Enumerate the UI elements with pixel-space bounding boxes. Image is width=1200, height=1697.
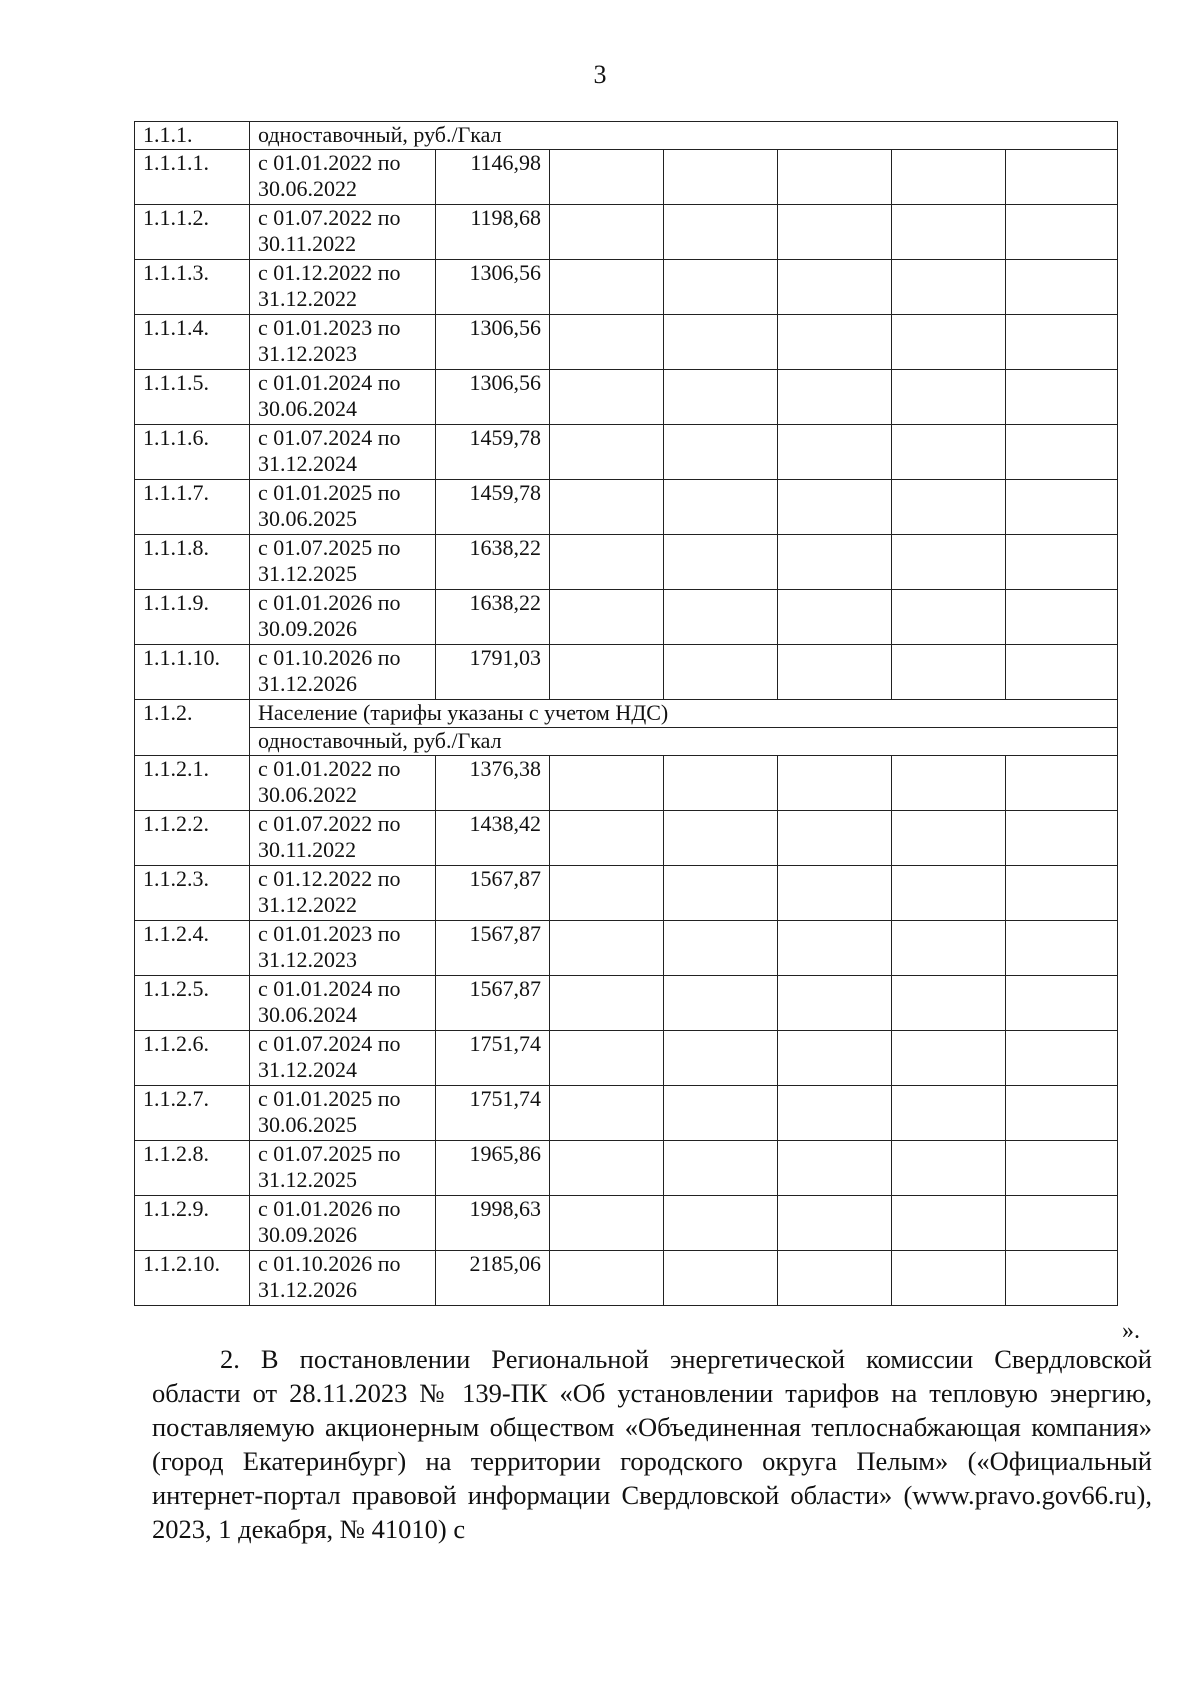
empty-cell	[778, 1031, 892, 1086]
period-cell: с 01.07.2022 по 30.11.2022	[250, 205, 436, 260]
table-row	[135, 811, 1118, 866]
period-cell: с 01.07.2024 по 31.12.2024	[250, 1031, 436, 1086]
section-title-cell: Население (тарифы указаны с учетом НДС)	[250, 700, 1118, 728]
empty-cell	[892, 535, 1006, 590]
empty-cell	[664, 811, 778, 866]
tariff-value-cell: 1306,56	[436, 370, 550, 425]
empty-cell	[892, 150, 1006, 205]
empty-cell	[550, 425, 664, 480]
empty-cell	[1006, 756, 1118, 811]
empty-cell	[664, 205, 778, 260]
empty-cell	[1006, 1251, 1118, 1306]
empty-cell	[892, 370, 1006, 425]
empty-cell	[778, 590, 892, 645]
empty-cell	[892, 921, 1006, 976]
period-cell: с 01.10.2026 по 31.12.2026	[250, 1251, 436, 1306]
table-row	[135, 425, 1118, 480]
empty-cell	[664, 1086, 778, 1141]
row-number-cell: 1.1.2.1.	[135, 756, 250, 811]
table-row	[135, 535, 1118, 590]
empty-cell	[550, 260, 664, 315]
section-header-row	[135, 122, 1118, 150]
row-number-cell: 1.1.1.3.	[135, 260, 250, 315]
empty-cell	[778, 535, 892, 590]
period-cell: с 01.01.2026 по 30.09.2026	[250, 1196, 436, 1251]
empty-cell	[664, 480, 778, 535]
empty-cell	[1006, 1196, 1118, 1251]
row-number-cell: 1.1.2.5.	[135, 976, 250, 1031]
empty-cell	[664, 866, 778, 921]
empty-cell	[778, 1251, 892, 1306]
period-cell: с 01.07.2025 по 31.12.2025	[250, 535, 436, 590]
empty-cell	[778, 1141, 892, 1196]
body-paragraph	[152, 1342, 1152, 1546]
empty-cell	[664, 425, 778, 480]
empty-cell	[892, 756, 1006, 811]
empty-cell	[892, 260, 1006, 315]
empty-cell	[550, 921, 664, 976]
empty-cell	[1006, 976, 1118, 1031]
empty-cell	[550, 535, 664, 590]
empty-cell	[1006, 315, 1118, 370]
empty-cell	[664, 976, 778, 1031]
table-row	[135, 150, 1118, 205]
period-cell: с 01.01.2024 по 30.06.2024	[250, 976, 436, 1031]
period-cell: с 01.10.2026 по 31.12.2026	[250, 645, 436, 700]
empty-cell	[664, 1251, 778, 1306]
period-cell: с 01.12.2022 по 31.12.2022	[250, 260, 436, 315]
empty-cell	[892, 315, 1006, 370]
empty-cell	[550, 976, 664, 1031]
empty-cell	[1006, 480, 1118, 535]
empty-cell	[778, 866, 892, 921]
tariff-value-cell: 1791,03	[436, 645, 550, 700]
empty-cell	[664, 756, 778, 811]
empty-cell	[778, 921, 892, 976]
empty-cell	[892, 1086, 1006, 1141]
tariff-value-cell: 1638,22	[436, 535, 550, 590]
empty-cell	[1006, 645, 1118, 700]
empty-cell	[1006, 921, 1118, 976]
tariff-value-cell: 1751,74	[436, 1031, 550, 1086]
tariff-value-cell: 1306,56	[436, 260, 550, 315]
empty-cell	[778, 480, 892, 535]
empty-cell	[550, 756, 664, 811]
row-number-cell: 1.1.1.5.	[135, 370, 250, 425]
section-subtitle-cell: одноставочный, руб./Гкал	[250, 728, 1118, 756]
period-cell: с 01.01.2026 по 30.09.2026	[250, 590, 436, 645]
empty-cell	[892, 1031, 1006, 1086]
tariff-value-cell: 1438,42	[436, 811, 550, 866]
row-number-cell: 1.1.1.7.	[135, 480, 250, 535]
empty-cell	[1006, 260, 1118, 315]
empty-cell	[550, 645, 664, 700]
row-number-cell: 1.1.2.7.	[135, 1086, 250, 1141]
empty-cell	[892, 1251, 1006, 1306]
period-cell: с 01.01.2023 по 31.12.2023	[250, 921, 436, 976]
empty-cell	[1006, 535, 1118, 590]
tariff-value-cell: 1965,86	[436, 1141, 550, 1196]
row-number-cell: 1.1.2.6.	[135, 1031, 250, 1086]
empty-cell	[892, 811, 1006, 866]
empty-cell	[664, 921, 778, 976]
row-number-cell: 1.1.1.9.	[135, 590, 250, 645]
empty-cell	[664, 590, 778, 645]
empty-cell	[778, 315, 892, 370]
empty-cell	[1006, 811, 1118, 866]
period-cell: с 01.07.2022 по 30.11.2022	[250, 811, 436, 866]
row-number-cell: 1.1.2.3.	[135, 866, 250, 921]
empty-cell	[664, 1031, 778, 1086]
table-row	[135, 1251, 1118, 1306]
empty-cell	[550, 480, 664, 535]
empty-cell	[664, 1141, 778, 1196]
table-row	[135, 645, 1118, 700]
empty-cell	[892, 425, 1006, 480]
page-number: 3	[593, 60, 607, 89]
tariff-value-cell: 1998,63	[436, 1196, 550, 1251]
empty-cell	[892, 480, 1006, 535]
table-row	[135, 976, 1118, 1031]
table-row	[135, 1141, 1118, 1196]
empty-cell	[778, 205, 892, 260]
empty-cell	[550, 1196, 664, 1251]
table-row	[135, 756, 1118, 811]
period-cell: с 01.01.2025 по 30.06.2025	[250, 1086, 436, 1141]
period-cell: с 01.01.2022 по 30.06.2022	[250, 150, 436, 205]
row-number-cell: 1.1.2.4.	[135, 921, 250, 976]
tariff-value-cell: 1459,78	[436, 480, 550, 535]
empty-cell	[664, 315, 778, 370]
row-number-cell: 1.1.1.2.	[135, 205, 250, 260]
empty-cell	[778, 645, 892, 700]
empty-cell	[892, 1141, 1006, 1196]
table-row	[135, 1086, 1118, 1141]
tariff-value-cell: 1638,22	[436, 590, 550, 645]
empty-cell	[550, 1141, 664, 1196]
tariff-value-cell: 1567,87	[436, 976, 550, 1031]
empty-cell	[892, 976, 1006, 1031]
row-number-cell: 1.1.1.10.	[135, 645, 250, 700]
row-number-cell: 1.1.1.4.	[135, 315, 250, 370]
row-number-cell: 1.1.2.8.	[135, 1141, 250, 1196]
table-row	[135, 315, 1118, 370]
period-cell: с 01.07.2024 по 31.12.2024	[250, 425, 436, 480]
section-number-cell: 1.1.1.	[135, 122, 250, 150]
closing-quote-mark: ».	[1122, 1318, 1140, 1344]
empty-cell	[664, 645, 778, 700]
empty-cell	[664, 535, 778, 590]
section-header-row	[135, 700, 1118, 728]
table-row	[135, 1031, 1118, 1086]
period-cell: с 01.01.2022 по 30.06.2022	[250, 756, 436, 811]
empty-cell	[1006, 590, 1118, 645]
period-cell: с 01.01.2024 по 30.06.2024	[250, 370, 436, 425]
empty-cell	[664, 260, 778, 315]
table-row	[135, 590, 1118, 645]
empty-cell	[664, 370, 778, 425]
empty-cell	[1006, 1141, 1118, 1196]
tariff-value-cell: 1751,74	[436, 1086, 550, 1141]
row-number-cell: 1.1.1.8.	[135, 535, 250, 590]
empty-cell	[778, 976, 892, 1031]
table-row	[135, 260, 1118, 315]
table-row	[135, 480, 1118, 535]
empty-cell	[778, 260, 892, 315]
empty-cell	[664, 1196, 778, 1251]
empty-cell	[550, 150, 664, 205]
section-title-cell: одноставочный, руб./Гкал	[250, 122, 1118, 150]
empty-cell	[550, 590, 664, 645]
table-row	[135, 205, 1118, 260]
row-number-cell: 1.1.1.1.	[135, 150, 250, 205]
empty-cell	[892, 1196, 1006, 1251]
period-cell: с 01.01.2023 по 31.12.2023	[250, 315, 436, 370]
tariff-table	[134, 121, 1118, 1306]
tariff-value-cell: 1376,38	[436, 756, 550, 811]
empty-cell	[778, 370, 892, 425]
section-number-cell: 1.1.2.	[135, 700, 250, 756]
empty-cell	[1006, 370, 1118, 425]
row-number-cell: 1.1.2.2.	[135, 811, 250, 866]
tariff-value-cell: 1567,87	[436, 921, 550, 976]
empty-cell	[550, 1251, 664, 1306]
period-cell: с 01.12.2022 по 31.12.2022	[250, 866, 436, 921]
period-cell: с 01.01.2025 по 30.06.2025	[250, 480, 436, 535]
empty-cell	[1006, 425, 1118, 480]
empty-cell	[550, 1031, 664, 1086]
tariff-value-cell: 1567,87	[436, 866, 550, 921]
empty-cell	[1006, 1031, 1118, 1086]
empty-cell	[550, 205, 664, 260]
empty-cell	[1006, 150, 1118, 205]
table-row	[135, 370, 1118, 425]
tariff-value-cell: 1146,98	[436, 150, 550, 205]
empty-cell	[664, 150, 778, 205]
empty-cell	[778, 756, 892, 811]
table-row	[135, 1196, 1118, 1251]
empty-cell	[550, 866, 664, 921]
empty-cell	[1006, 1086, 1118, 1141]
empty-cell	[550, 1086, 664, 1141]
row-number-cell: 1.1.2.10.	[135, 1251, 250, 1306]
tariff-value-cell: 1198,68	[436, 205, 550, 260]
empty-cell	[550, 811, 664, 866]
row-number-cell: 1.1.1.6.	[135, 425, 250, 480]
tariff-value-cell: 1459,78	[436, 425, 550, 480]
empty-cell	[550, 315, 664, 370]
empty-cell	[778, 1086, 892, 1141]
section-subtitle-row	[135, 728, 1118, 756]
empty-cell	[1006, 866, 1118, 921]
table-row	[135, 866, 1118, 921]
empty-cell	[892, 590, 1006, 645]
empty-cell	[778, 1196, 892, 1251]
empty-cell	[1006, 205, 1118, 260]
table-row	[135, 921, 1118, 976]
empty-cell	[778, 150, 892, 205]
paragraph-text: 2. В постановлении Региональной энергетической комиссии Свердловской области от 28.11.2023 № 139-ПК «Об установлении тарифов на тепловую энергию, поставляемую акционерным обществом «Объединенная теплоснабжающая компания» (город Екатеринбург) на территории городского округа Пелым» («Официальный интернет-портал правовой информации Свердловской области» (www.pravo.gov66.ru), 2023, 1 декабря, № 41010) с	[152, 1344, 1152, 1544]
tariff-value-cell: 1306,56	[436, 315, 550, 370]
empty-cell	[550, 370, 664, 425]
empty-cell	[778, 811, 892, 866]
empty-cell	[778, 425, 892, 480]
tariff-value-cell: 2185,06	[436, 1251, 550, 1306]
empty-cell	[892, 645, 1006, 700]
row-number-cell: 1.1.2.9.	[135, 1196, 250, 1251]
period-cell: с 01.07.2025 по 31.12.2025	[250, 1141, 436, 1196]
empty-cell	[892, 866, 1006, 921]
empty-cell	[892, 205, 1006, 260]
